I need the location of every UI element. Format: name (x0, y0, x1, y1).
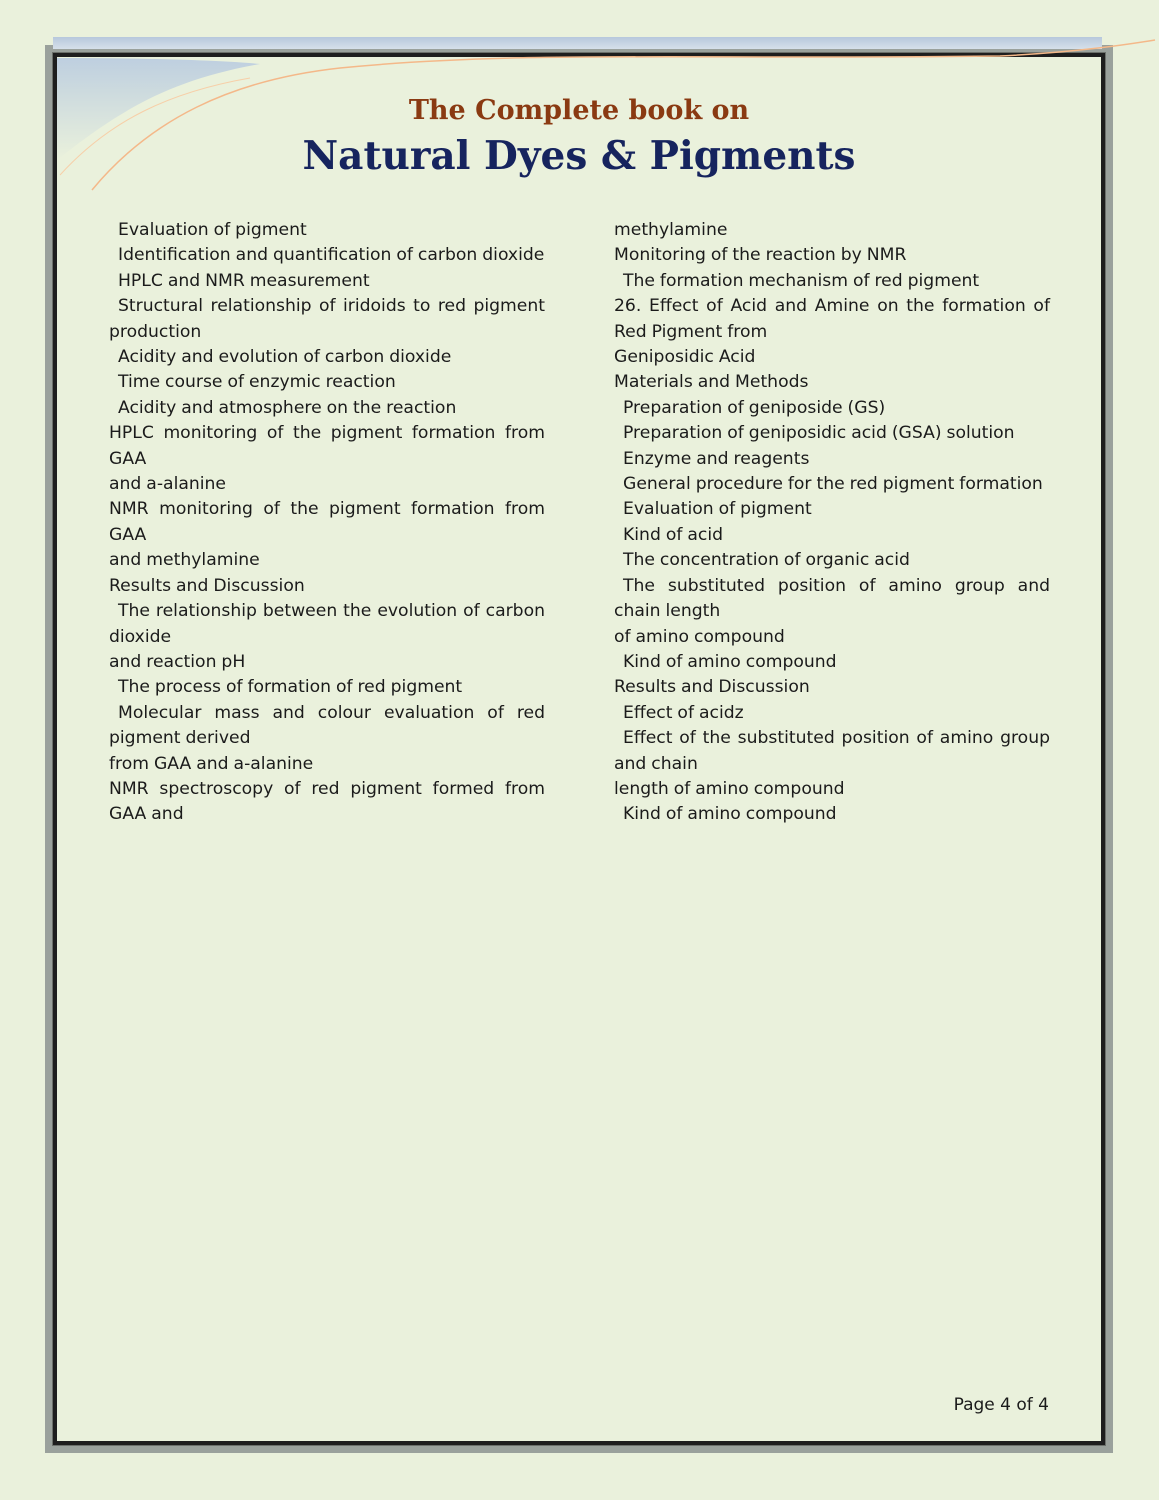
toc-entry: methylamine (614, 220, 728, 240)
toc-entry: NMR spectroscopy of red pigment formed from GAA and (109, 778, 545, 825)
toc-entry: The relationship between the evolution of carbon dioxide (109, 601, 545, 647)
toc-entry: Identification and quantification of carbon dioxide (118, 245, 545, 266)
toc-entry: and methylamine (109, 550, 260, 571)
toc-entry: General procedure for the red pigment formation (623, 474, 1043, 495)
toc-entry: NMR monitoring of the pigment formation from GAA (109, 499, 545, 545)
toc-entry: Structural relationship of iridoids to red pigment production (109, 296, 545, 342)
toc-entry: Time course of enzymic reaction (118, 372, 396, 393)
book-title: Natural Dyes & Pigments (302, 133, 856, 179)
toc-entry: and a-alanine (109, 474, 227, 495)
toc-entry: Preparation of geniposide (GS) (623, 397, 886, 418)
toc-left-column (109, 218, 545, 828)
toc-entry: The process of formation of red pigment (118, 677, 463, 698)
book-title-prefix: The Complete book on (408, 95, 750, 126)
toc-entry: Monitoring of the reaction by NMR (614, 245, 907, 266)
toc-entry: Kind of acid (623, 524, 724, 545)
toc-entry: Materials and Methods (614, 372, 809, 393)
toc-entry: and reaction pH (109, 651, 246, 672)
toc-entry: Enzyme and reagents (623, 448, 810, 469)
toc-entry: Kind of amino compound (623, 651, 837, 672)
toc-chapter-heading: 26. Effect of Acid and Amine on the formation of Red Pigment from (614, 296, 1050, 342)
page-number: Page 4 of 4 (953, 1395, 1049, 1415)
toc-entry: Results and Discussion (614, 677, 810, 698)
toc-entry: Evaluation of pigment (118, 220, 307, 240)
toc-entry: Evaluation of pigment (623, 499, 812, 520)
toc-entry: Acidity and atmosphere on the reaction (118, 397, 457, 418)
toc-entry: HPLC monitoring of the pigment formation from GAA (109, 423, 545, 469)
toc-entry: Effect of acidz (623, 702, 744, 723)
toc-entry: from GAA and a-alanine (109, 753, 314, 774)
toc-entry: The formation mechanism of red pigment (623, 270, 980, 291)
toc-entry: length of amino compound (614, 778, 845, 799)
toc-entry: Results and Discussion (109, 575, 305, 596)
toc-chapter-heading: Geniposidic Acid (614, 347, 756, 368)
toc-entry: HPLC and NMR measurement (118, 270, 370, 291)
toc-entry: The substituted position of amino group and chain length (614, 575, 1050, 622)
toc-entry: Kind of amino compound (623, 804, 837, 825)
toc-entry: Acidity and evolution of carbon dioxide (118, 347, 452, 368)
toc-right-column (614, 218, 1050, 828)
toc-entry: Effect of the substituted position of amino group and chain (614, 728, 1050, 774)
toc-entry: Preparation of geniposidic acid (GSA) solution (623, 423, 1015, 444)
toc-entry: Molecular mass and colour evaluation of red pigment derived (109, 702, 545, 749)
toc-entry: of amino compound (614, 626, 785, 647)
toc-entry: The concentration of organic acid (623, 550, 910, 571)
page-top-band (53, 37, 1102, 49)
